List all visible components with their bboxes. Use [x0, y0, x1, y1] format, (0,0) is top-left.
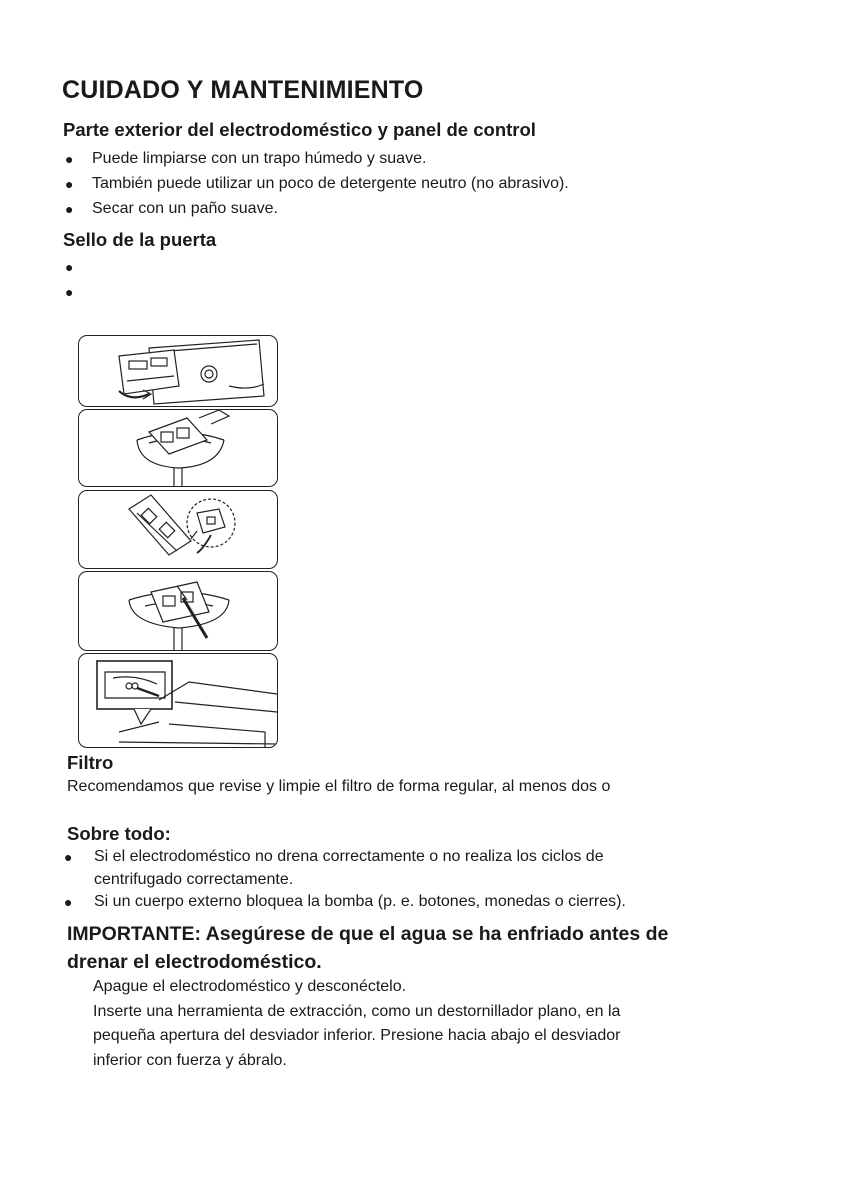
list-item-continuation: centrifugado correctamente. — [94, 871, 294, 888]
important-line: IMPORTANTE: Asegúrese de que el agua se ha enfriado antes de — [67, 923, 669, 945]
brush-cleaning-illustration — [78, 571, 278, 651]
bullet-icon: ● — [65, 151, 74, 167]
drawer-in-sink-illustration — [78, 409, 278, 487]
filter-opening-illustration — [78, 653, 278, 748]
drain-steps — [93, 975, 733, 1073]
page-title: CUIDADO Y MANTENIMIENTO — [62, 76, 424, 104]
list-item: También puede utilizar un poco de detergente neutro (no abrasivo). — [92, 175, 569, 192]
step-text: Inserte una herramienta de extracción, como un destornillador plano, en la — [93, 1002, 621, 1020]
list-item: Puede limpiarse con un trapo húmedo y suave. — [92, 150, 427, 167]
important-line: drenar el electrodoméstico. — [67, 951, 322, 973]
bullet-icon: ● — [65, 176, 74, 192]
important-warning — [67, 920, 747, 976]
bullet-icon: ● — [65, 201, 74, 217]
drawer-removal-illustration — [78, 335, 278, 407]
door-seal-heading: Sello de la puerta — [63, 229, 217, 250]
drawer-cleaning-illustration — [78, 490, 278, 569]
step-text: pequeña apertura del desviador inferior. Presione hacia abajo el desviador — [93, 1027, 621, 1044]
bullet-icon: ● — [64, 849, 73, 865]
list-item: Si el electrodoméstico no drena correctamente o no realiza los ciclos de — [94, 848, 604, 865]
filter-heading: Filtro — [67, 752, 114, 773]
bullet-icon: ● — [65, 284, 74, 300]
list-item: Si un cuerpo externo bloquea la bomba (p. e. botones, monedas o cierres). — [94, 893, 626, 910]
bullet-icon: ● — [64, 894, 73, 910]
filter-intro: Recomendamos que revise y limpie el filtro de forma regular, al menos dos o — [67, 778, 611, 795]
step-text: inferior con fuerza y ábralo. — [93, 1051, 287, 1069]
bullet-icon: ● — [65, 259, 74, 275]
step-text: Apague el electrodoméstico y desconéctelo. — [93, 978, 407, 995]
list-item: Secar con un paño suave. — [92, 200, 278, 217]
exterior-heading: Parte exterior del electrodoméstico y panel de control — [63, 119, 536, 140]
above-all-heading: Sobre todo: — [67, 823, 171, 844]
